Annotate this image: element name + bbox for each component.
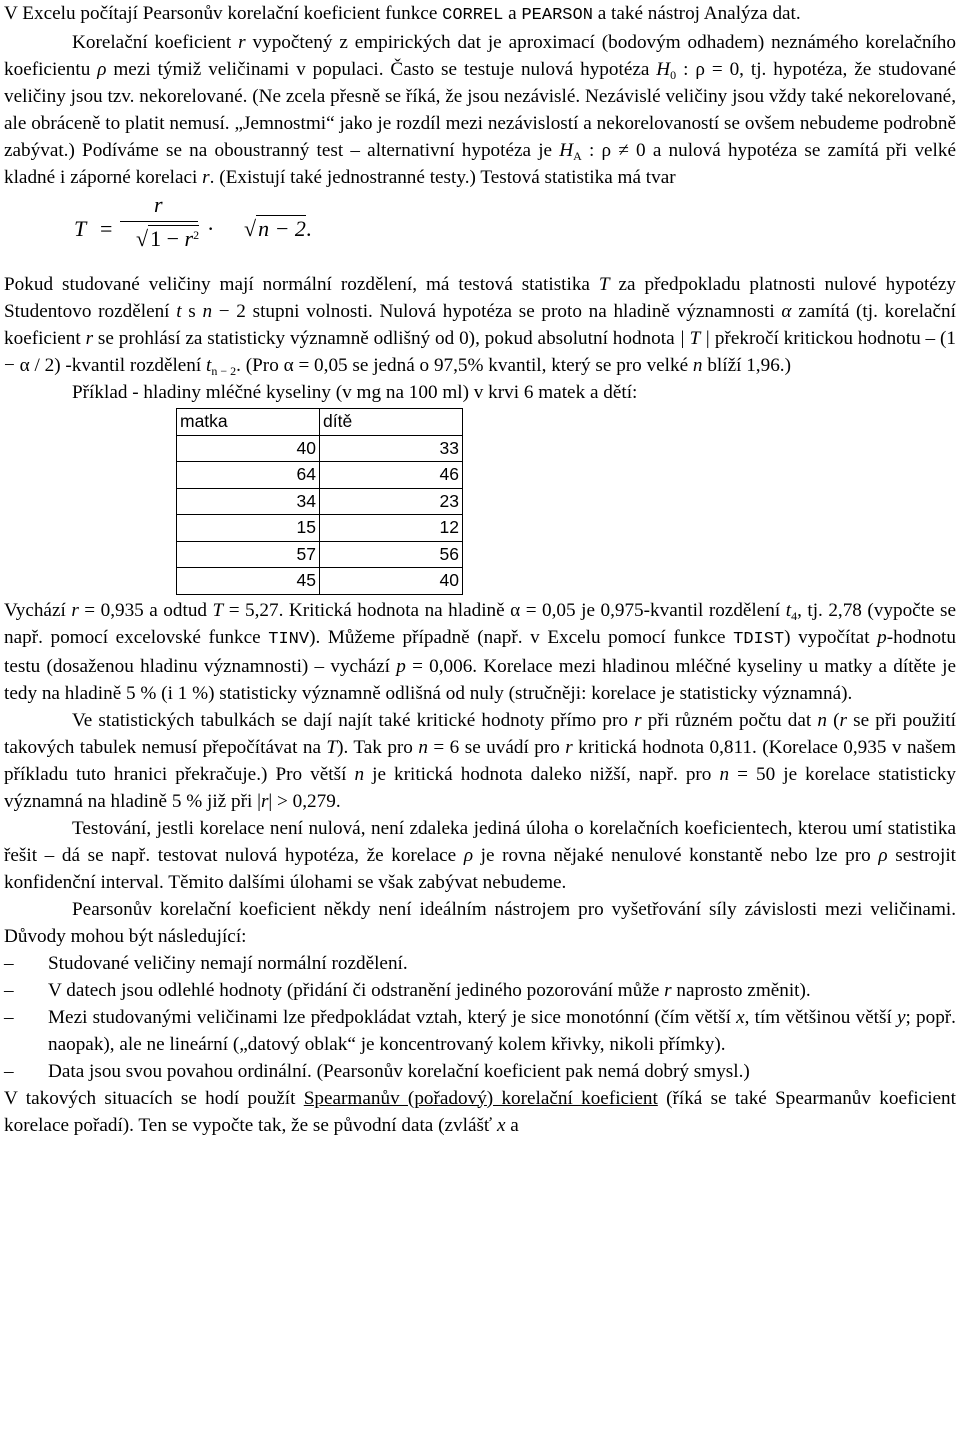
table-row	[177, 462, 463, 489]
cell-matka: 45	[177, 568, 320, 595]
function-tinv: TINV	[268, 629, 310, 649]
paragraph-other-tests: Testování, jestli korelace není nulová, není zdaleka jediná úloha o korelačních koeficientech, kterou umí statistika řešit – dá se např. testovat nulová hypotéza, že korelace ρ je rovna nějaké nenulové konstantě nebo lze pro ρ sestrojit konfidenční interval. Těmito dalšími úlohami se však zabývat nebudeme.	[4, 817, 956, 893]
formula-denominator: $√1 - r^2$	[136, 226, 200, 251]
document-page	[4, 0, 956, 1139]
table-row	[177, 488, 463, 515]
example-caption: Příklad - hladiny mléčné kyseliny (v mg na 100 ml) v krvi 6 matek a dětí:	[72, 382, 638, 403]
list-item: – Mezi studovanými veličinami lze předpokládat vztah, který je sice monotónní (čím větší x, tím většinou větší y; popř. naopak), ale ne lineární („datový oblak“ je koncentrovaný kolem křivky, nikoli přímky).	[4, 1004, 956, 1058]
formula-dot: ·	[207, 216, 215, 241]
function-tdist: TDIST	[733, 629, 785, 649]
function-correl: CORREL	[442, 6, 504, 25]
function-pearson: PEARSON	[521, 6, 593, 25]
cell-dite: 23	[320, 488, 463, 515]
paragraph-result: Vychází r = 0,935 a odtud T = 5,27. Kritická hodnota na hladině α = 0,05 je 0,975-kvantil rozdělení $t_4$, tj. 2,78 (vypočte se např. pomocí excelovské funkce TINV). Můžeme případně (např. v Excelu pomocí funkce TDIST) vypočítat p-hodnotu testu (dosaženou hladinu významnosti) – vychází p = 0,006. Korelace mezi hladinou mléčné kyseliny u matky a dítěte je tedy na hladině 5 % (i 1 %) statisticky významně odlišná od nuly (stručněji: korelace je statisticky významná).	[4, 599, 957, 704]
paragraph-hypothesis: Korelační koeficient r vypočtený z empirických dat je aproximací (bodovým odhadem) neznámého korelačního koeficientu ρ mezi týmiž veličinami v populaci. Často se testuje nulová hypotéza $H_0$ : ρ = 0, tj. hypotéza, že studované veličiny jsou tzv. nekorelované. (Ne zcela přesně se říká, že jsou nezávislé. Nezávislé veličiny jsou vždy také nekorelované, ale obráceně to platit nemusí. „Jemnostmi“ jako je rozdíl mezi nezávislostí a nekorelovaností se ovšem nebudeme podrobně zabývat.) Podíváme se na oboustranný test – alternativní hypotéza je $H_A$ : ρ ≠ 0 a nulová hypotéza se zamítá při velké kladné i záporné korelaci r. (Existují také jednostranné testy.) Testová statistika má tvar	[4, 32, 956, 188]
formula-T: T	[74, 216, 87, 241]
table-row	[177, 435, 463, 462]
example-table	[176, 408, 463, 595]
table-header-row	[177, 409, 463, 436]
cell-matka: 57	[177, 541, 320, 568]
table-row	[177, 541, 463, 568]
paragraph-limitations: Pearsonův korelační koeficient někdy není ideálním nástrojem pro vyšetřování síly závislosti mezi veličinami. Důvody mohou být následující:	[4, 898, 956, 947]
formula-equals: =	[100, 216, 113, 241]
cell-dite: 46	[320, 462, 463, 489]
list-item: – V datech jsou odlehlé hodnoty (přidání či odstranění jediného pozorování může r naprosto změnit).	[4, 977, 956, 1004]
paragraph-spearman: V takových situacích se hodí použít Spearmanův (pořadový) korelační koeficient (říká se také Spearmanův koeficient korelace pořadí). Ten se vypočte tak, že se původní data (zvlášť x a	[4, 1087, 956, 1136]
cell-matka: 15	[177, 515, 320, 542]
formula-sqrt-n: √n − 2.	[244, 216, 312, 241]
header-dite: dítě	[320, 409, 463, 436]
cell-dite: 56	[320, 541, 463, 568]
paragraph-excel-functions: V Excelu počítají Pearsonův korelační koeficient funkce CORREL a PEARSON a také nástroj Analýza dat.	[4, 3, 801, 25]
reasons-list	[4, 950, 956, 1085]
paragraph-critical-tables: Ve statistických tabulkách se dají najít také kritické hodnoty přímo pro r při různém počtu dat n (r se při použití takových tabulek nemusí přepočítávat na T). Tak pro n = 6 se uvádí pro r kritická hodnota 0,811. (Korelace 0,935 v našem příkladu tuto hranici překračuje.) Pro větší n je kritická hodnota daleko nižší, např. pro n = 50 je korelace statisticky významná na hladině 5 % již při |r| > 0,279.	[4, 709, 957, 812]
cell-matka: 40	[177, 435, 320, 462]
table-row	[177, 568, 463, 595]
cell-dite: 12	[320, 515, 463, 542]
test-statistic-formula	[4, 193, 956, 271]
paragraph-student-distribution: Pokud studované veličiny mají normální rozdělení, má testová statistika T za předpokladu platnosti nulové hypotézy Studentovo rozdělení t s n − 2 stupni volnosti. Nulová hypotéza se proto na hladině významnosti α zamítá (tj. korelační koeficient r se prohlásí za statisticky významně odlišný od 0), pokud absolutní hodnota | T | překročí kritickou hodnotu – (1 − α / 2) -kvantil rozdělení $t_{n - 2}$. (Pro α = 0,05 se jedná o 97,5% kvantil, který se pro velké n blíží 1,96.)	[4, 274, 956, 378]
spearman-link[interactable]: Spearmanův (pořadový) korelační koeficient	[303, 1087, 658, 1109]
header-matka: matka	[177, 409, 320, 436]
list-item: – Data jsou svou povahou ordinální. (Pearsonův korelační koeficient pak nemá dobrý smysl.)	[4, 1058, 956, 1085]
cell-dite: 40	[320, 568, 463, 595]
cell-dite: 33	[320, 435, 463, 462]
list-item: – Studované veličiny nemají normální rozdělení.	[4, 950, 956, 977]
cell-matka: 64	[177, 462, 320, 489]
fraction-bar	[120, 221, 198, 222]
example-table-body	[177, 409, 463, 595]
table-row	[177, 515, 463, 542]
cell-matka: 34	[177, 488, 320, 515]
formula-numerator: r	[154, 192, 163, 217]
